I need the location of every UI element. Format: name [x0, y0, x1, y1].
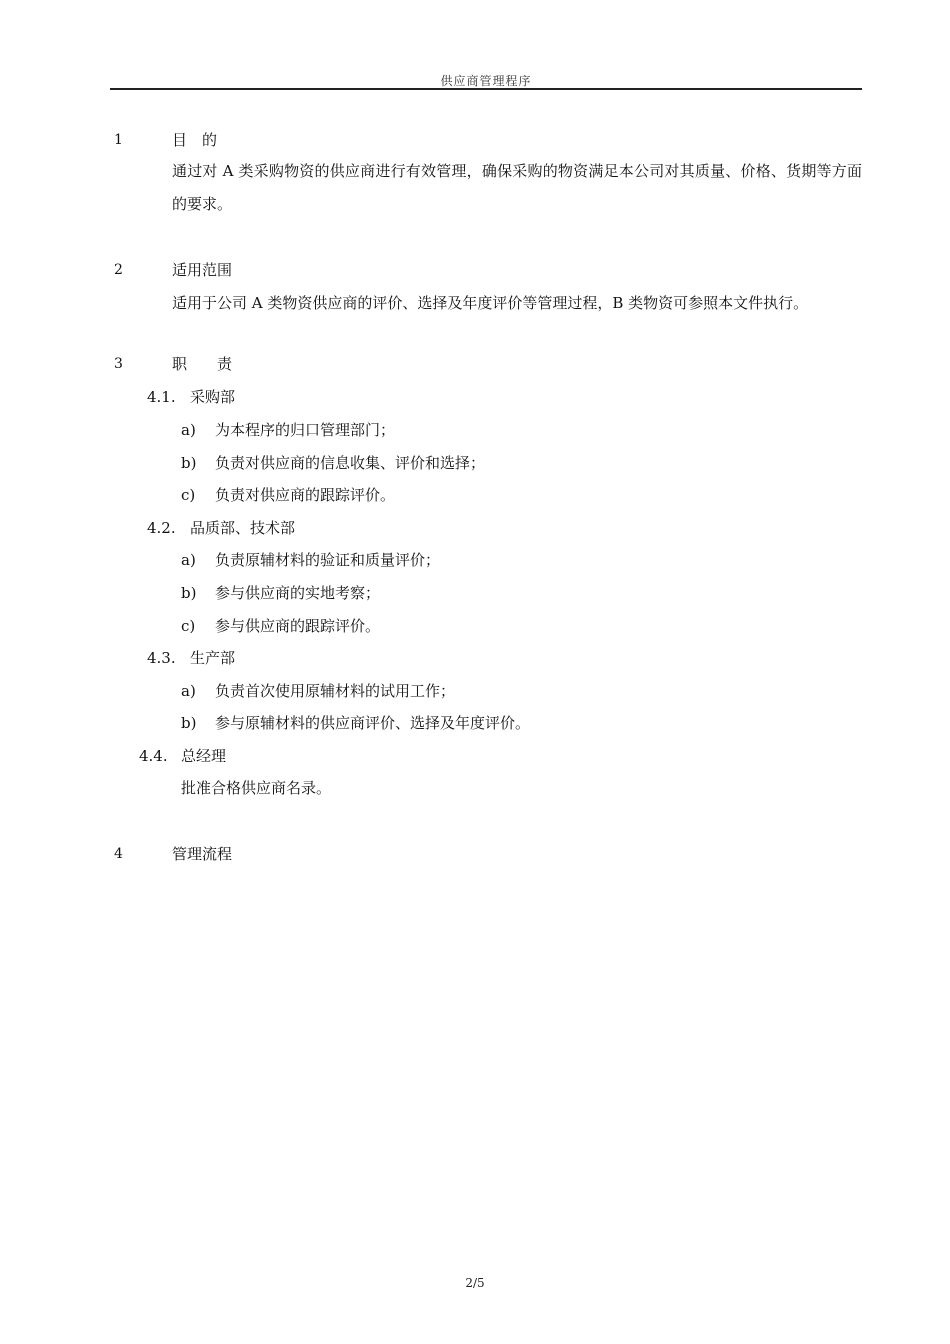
page-header — [110, 70, 862, 90]
list-item: 参与供应商的跟踪评价。 — [215, 617, 381, 635]
section-heading: 职 责 — [172, 355, 233, 373]
subsection-title: 采购部 — [190, 388, 236, 406]
subsection-number: 4.3. — [147, 649, 176, 667]
list-item: 负责对供应商的信息收集、评价和选择； — [215, 454, 486, 472]
list-item: 参与供应商的实地考察； — [215, 584, 381, 602]
document-title: 供应商管理程序 — [440, 74, 532, 88]
list-item: 负责原辅材料的验证和质量评价； — [215, 551, 441, 569]
section-number: 2 — [114, 262, 123, 278]
list-marker: a) — [181, 682, 196, 700]
page-number: 2/5 — [465, 1276, 485, 1290]
list-marker: a) — [181, 421, 196, 439]
section-number: 3 — [114, 356, 123, 372]
subsection-number: 4.4. — [139, 747, 168, 765]
list-item: 参与原辅材料的供应商评价、选择及年度评价。 — [215, 714, 531, 732]
section-number: 1 — [114, 132, 123, 148]
section-body: 通过对 A 类采购物资的供应商进行有效管理，确保采购的物资满足本公司对其质量、价格、货期等方面的要求。 — [172, 162, 862, 213]
list-item: 为本程序的归口管理部门； — [215, 421, 396, 439]
section-number: 4 — [114, 846, 123, 862]
section-heading: 管理流程 — [172, 845, 233, 863]
list-marker: c) — [181, 617, 196, 635]
subsection-number: 4.1. — [147, 388, 176, 406]
list-marker: a) — [181, 551, 196, 569]
list-marker: b) — [181, 454, 197, 472]
subsection-title: 生产部 — [190, 649, 236, 667]
section-heading: 目 的 — [172, 131, 218, 149]
list-marker: b) — [181, 714, 197, 732]
list-item: 负责对供应商的跟踪评价。 — [215, 486, 396, 504]
subsection-title: 总经理 — [181, 747, 227, 765]
section-body: 适用于公司 A 类物资供应商的评价、选择及年度评价等管理过程，B 类物资可参照本文件执行。 — [172, 294, 809, 312]
subsection-body: 批准合格供应商名录。 — [181, 779, 332, 797]
section-heading: 适用范围 — [172, 261, 233, 279]
subsection-title: 品质部、技术部 — [190, 519, 296, 537]
subsection-number: 4.2. — [147, 519, 176, 537]
list-marker: b) — [181, 584, 197, 602]
list-item: 负责首次使用原辅材料的试用工作； — [215, 682, 456, 700]
list-marker: c) — [181, 486, 196, 504]
